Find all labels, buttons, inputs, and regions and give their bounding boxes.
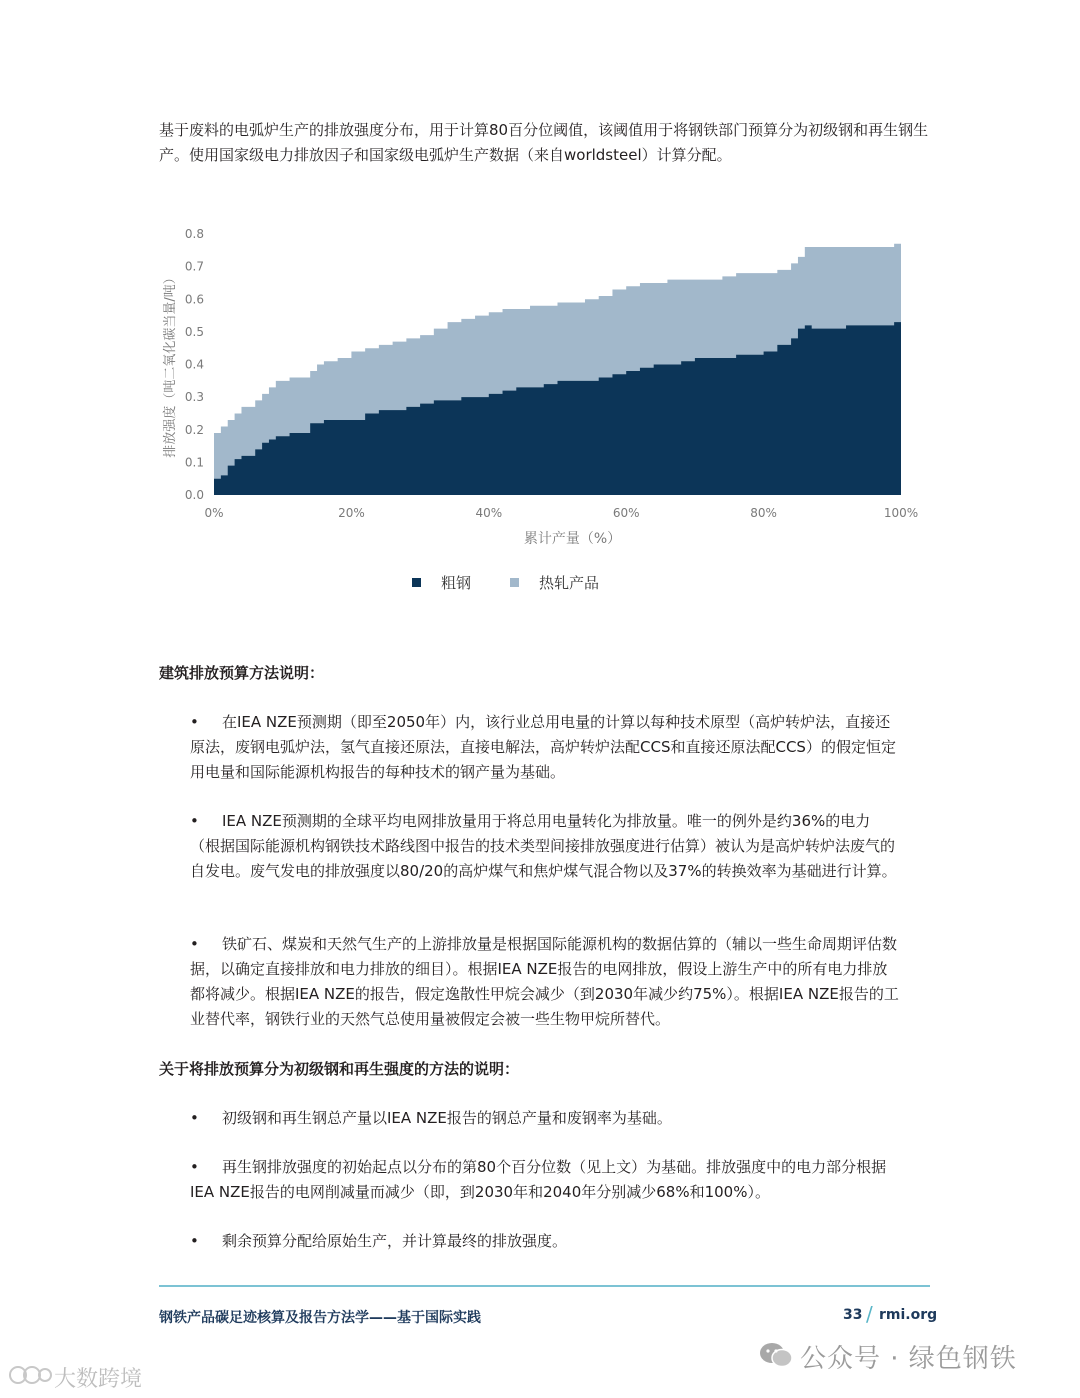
bullet-icon: • [190,1109,199,1127]
bullet-icon: • [190,935,199,953]
legend-item-hot-rolled [510,572,599,593]
list-item-text: 初级钢和再生钢总产量以IEA NZE报告的钢总产量和废钢率为基础。 [222,1109,672,1127]
bullet-icon: • [190,1232,199,1250]
x-tick-label: 20% [338,506,365,520]
watermark-logo-icon [8,1362,54,1388]
y-axis-label: 排放强度（吨二氧化碳当量/吨） [163,271,178,458]
watermark-corner: 大数跨境 [54,1367,143,1392]
legend-item-crude-steel [412,572,471,593]
footer-divider [159,1285,930,1287]
section-heading-budget-method: 建筑排放预算方法说明： [159,664,325,682]
bullet-icon: • [190,812,199,830]
list-item [190,1229,900,1254]
footer-slash: / [866,1302,873,1326]
list-item-text: 铁矿石、煤炭和天然气生产的上游排放量是根据国际能源机构的数据估算的（辅以一些生命周期评估数据，以确定直接排放和电力排放的细目）。根据IEA NZE报告的电网排放，假设上游生产中的所有电力排放都将减少。根据IEA NZE的报告，假定逸散性甲烷会减少（到2030年减少约75%）。根据IEA NZE报告的工业替代率，钢铁行业的天然气总使用量被假定会被一些生物甲烷所替代。 [190,935,899,1028]
watermark-wechat: 公众号 · 绿色钢铁 [800,1344,1017,1374]
list-item-text: 剩余预算分配给原始生产，并计算最终的排放强度。 [222,1232,568,1250]
list-item [190,1155,900,1205]
intro-paragraph: 基于废料的电弧炉生产的排放强度分布，用于计算80百分位阈值，该阈值用于将钢铁部门预算分为初级钢和再生钢生产。使用国家级电力排放因子和国家级电弧炉生产数据（来自worldsteel）计算分配。 [159,121,929,164]
y-tick-label: 0.0 [184,488,204,502]
list-item [190,710,900,785]
x-axis-label: 累计产量（%） [523,531,622,547]
y-tick-label: 0.3 [184,390,204,405]
section-heading-split-method: 关于将排放预算分为初级钢和再生强度的方法的说明： [159,1060,520,1078]
y-tick-label: 0.5 [184,324,204,339]
y-tick-label: 0.2 [184,422,204,437]
bullet-icon: • [190,713,199,731]
list-item [190,1106,900,1131]
x-tick-label: 0% [204,506,224,520]
y-tick-label: 0.6 [184,292,204,307]
page-number: 33 [843,1307,863,1323]
wechat-icon [758,1340,794,1370]
list-item [190,809,900,884]
legend-swatch-crude-steel [412,578,421,587]
x-tick-label: 40% [475,506,503,520]
list-item-text: 在IEA NZE预测期（即至2050年）内，该行业总用电量的计算以每种技术原型（高炉转炉法，直接还原法，废钢电弧炉法，氢气直接还原法，直接电解法，高炉转炉法配CCS和直接还原法配CCS）的假定恒定用电量和国际能源机构报告的每种技术的钢产量为基础。 [190,713,896,781]
y-tick-label: 0.8 [184,227,204,241]
y-tick-label: 0.4 [184,357,204,372]
x-tick-label: 60% [612,506,640,520]
x-tick-label: 80% [750,506,777,520]
list-item-text: 再生钢排放强度的初始起点以分布的第80个百分位数（见上文）为基础。排放强度中的电力部分根据IEA NZE报告的电网削减量而减少（即，到2030年和2040年分别减少68%和100%）。 [190,1158,887,1201]
legend-swatch-hot-rolled [510,578,519,587]
x-tick-label: 100% [883,506,919,520]
y-tick-label: 0.7 [184,259,204,274]
y-tick-label: 0.1 [184,455,204,470]
list-item [190,932,900,1032]
bullet-icon: • [190,1158,199,1176]
legend-label-hot-rolled: 热轧产品 [539,574,600,592]
legend-label-crude-steel: 粗钢 [441,574,472,592]
emission-intensity-chart [150,200,940,560]
list-item-text: IEA NZE预测期的全球平均电网排放量用于将总用电量转化为排放量。唯一的例外是约36%的电力（根据国际能源机构钢铁技术路线图中报告的技术类型间接排放强度进行估算）被认为是高炉转炉法废气的自发电。废气发电的排放强度以80/20的高炉煤气和焦炉煤气混合物以及37%的转换效率为基础进行计算。 [190,812,897,880]
footer-site[interactable]: rmi.org [879,1307,938,1323]
footer-title: 钢铁产品碳足迹核算及报告方法学——基于国际实践 [159,1310,481,1326]
